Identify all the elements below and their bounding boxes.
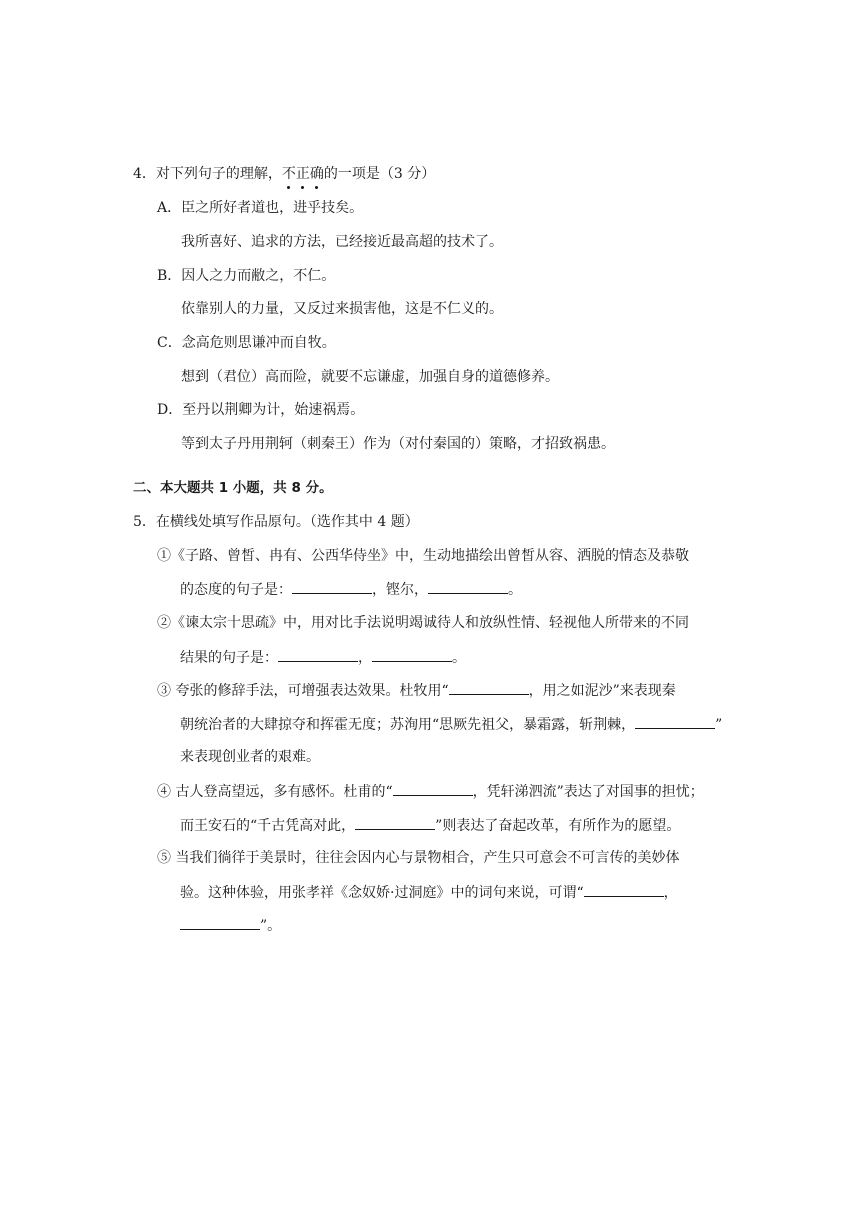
item-4-line-2: 而王安石的“千古凭高对此， ”则表达了奋起改革，有所作为的愿望。: [180, 815, 680, 836]
option-d: D．至丹以荆卿为计，始速祸焉。: [157, 402, 365, 418]
item-5-line-3: ”。: [180, 915, 281, 936]
question-4-stem: 4．对下列句子的理解，不正确的一项是（3 分）: [133, 166, 436, 182]
emphasis-char: 正: [295, 166, 310, 182]
option-a: A．臣之所好者道也，进乎技矣。: [157, 200, 364, 216]
answer-blank[interactable]: [180, 915, 260, 930]
option-a-translation: 我所喜好、追求的方法，已经接近最高超的技术了。: [181, 234, 503, 250]
answer-blank[interactable]: [635, 714, 715, 729]
emphasis-char: 确: [309, 166, 324, 182]
answer-blank[interactable]: [372, 647, 452, 662]
answer-blank[interactable]: [355, 815, 435, 830]
question-5-stem: 5．在横线处填写作品原句。（选作其中 4 题）: [133, 514, 419, 530]
item-3-line-2: 朝统治者的大肆掠夺和挥霍无度；苏洵用“思厥先祖父，暴霜露，斩荆棘， ”: [180, 714, 722, 735]
answer-blank[interactable]: [393, 781, 473, 796]
section-2-title: 二、本大题共 1 小题，共 8 分。: [133, 480, 333, 496]
answer-blank[interactable]: [292, 579, 372, 594]
answer-blank[interactable]: [278, 647, 358, 662]
item-1-line-2: 的态度的句子是： ，铿尔， 。: [180, 579, 522, 600]
item-3-line-1: ③ 夸张的修辞手法，可增强表达效果。杜牧用“ ，用之如泥沙”来表现秦: [157, 680, 676, 701]
option-b-translation: 依靠别人的力量，又反过来损害他，这是不仁义的。: [181, 301, 503, 317]
item-2-line-2: 结果的句子是： ， 。: [180, 647, 466, 668]
item-4-line-1: ④ 古人登高望远，多有感怀。杜甫的“ ，凭轩涕泗流”表达了对国事的担忧；: [157, 781, 704, 802]
item-1-line-1: ①《子路、曾皙、冉有、公西华侍坐》中，生动地描绘出曾皙从容、洒脱的情态及恭敬: [157, 548, 689, 564]
answer-blank[interactable]: [584, 882, 664, 897]
item-5-line-2: 验。这种体验，用张孝祥《念奴娇·过洞庭》中的词句来说，可谓“ ，: [180, 882, 678, 903]
option-c-translation: 想到（君位）高而险，就要不忘谦虚，加强自身的道德修养。: [181, 369, 559, 385]
answer-blank[interactable]: [449, 680, 529, 695]
emphasis-char: 不: [281, 166, 296, 182]
option-c: C．念高危则思谦冲而自牧。: [157, 335, 336, 351]
item-2-line-1: ②《谏太宗十思疏》中，用对比手法说明竭诚待人和放纵性情、轻视他人所带来的不同: [157, 615, 689, 631]
option-d-translation: 等到太子丹用荆轲（刺秦王）作为（对付秦国的）策略，才招致祸患。: [181, 436, 615, 452]
option-b: B．因人之力而敝之，不仁。: [157, 268, 336, 284]
item-5-line-1: ⑤ 当我们徜徉于美景时，往往会因内心与景物相合，产生只可意会不可言传的美妙体: [157, 850, 680, 866]
item-3-line-3: 来表现创业者的艰难。: [180, 749, 320, 765]
answer-blank[interactable]: [428, 579, 508, 594]
